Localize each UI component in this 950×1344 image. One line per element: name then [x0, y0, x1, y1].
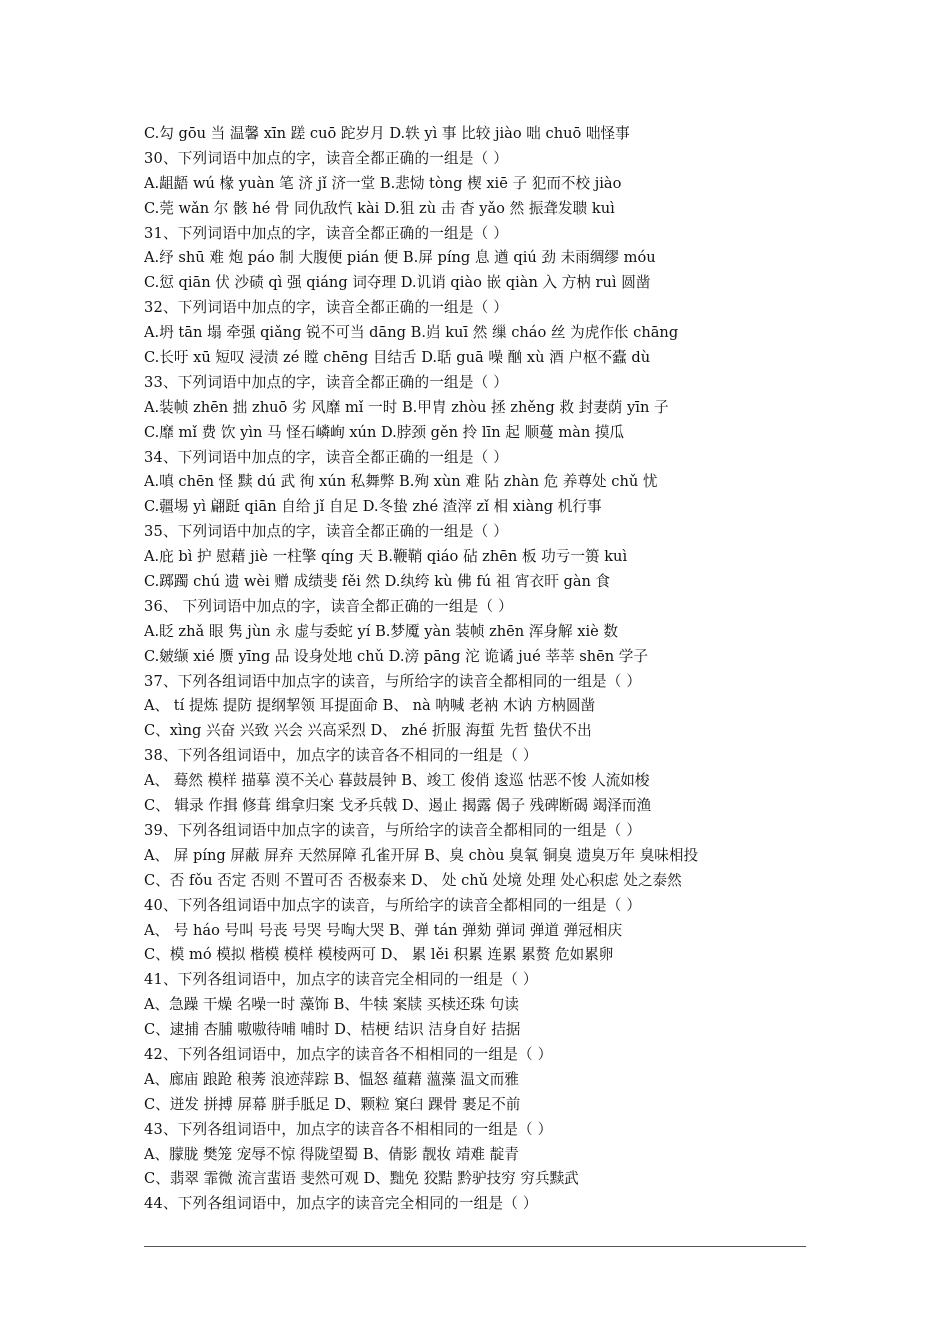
- option-line: C.靡 mǐ 费 饮 yìn 马 怪石嶙峋 xún D.脖颈 gěn 拎 līn 起 顺蔓 màn 摸瓜: [144, 423, 625, 441]
- question-35: 35、下列词语中加点的字，读音全都正确的一组是（ ）: [144, 523, 509, 541]
- option-line: A.坍 tān 塌 牵强 qiǎng 锐不可当 dāng B.岿 kuī 然 缫 cháo 丝 为虎作伥 chāng: [144, 324, 679, 342]
- document-body: [144, 122, 814, 1217]
- question-37: 37、下列各组词语中加点字的读音，与所给字的读音全都相同的一组是（ ）: [144, 672, 642, 690]
- option-line: C、xìng 兴奋 兴致 兴会 兴高采烈 D、 zhé 折服 海蜇 先哲 蛰伏不出: [144, 722, 592, 740]
- question-43: 43、下列各组词语中，加点字的读音各不相相同的一组是（ ）: [144, 1120, 553, 1138]
- option-line: A.庇 bì 护 慰藉 jiè 一柱擎 qíng 天 B.鞭鞘 qiáo 砧 zhēn 板 功亏一篑 kuì: [144, 548, 628, 566]
- option-line: C、逮捕 杏脯 嗷嗷待哺 哺时 D、桔梗 结识 洁身自好 拮据: [144, 1021, 521, 1039]
- question-36: 36、 下列词语中加点的字，读音全都正确的一组是（ ）: [144, 597, 513, 615]
- option-line: C、 辑录 作揖 修葺 缉拿归案 戈矛兵戟 D、遏止 揭露 偈子 残碑断碣 竭泽而渔: [144, 797, 652, 815]
- option-line: C.勾 gōu 当 温馨 xīn 蹉 cuō 跎岁月 D.轶 yì 事 比较 jiào 咄 chuō 咄怪事: [144, 125, 630, 142]
- option-line: A、 蓦然 模样 描摹 漠不关心 暮鼓晨钟 B、竣工 俊俏 逡巡 怙恶不悛 人流如梭: [144, 772, 650, 790]
- option-line: C.皴缬 xié 赝 yīng 品 设身处地 chǔ D.滂 pāng 沱 诡谲 jué 莘莘 shēn 学子: [144, 647, 648, 665]
- option-line: A、 屏 píng 屏蔽 屏弃 天然屏障 孔雀开屏 B、臭 chòu 臭氧 铜臭 遗臭万年 臭味相投: [144, 846, 699, 864]
- option-line: A.眨 zhǎ 眼 隽 jùn 永 虚与委蛇 yí B.梦魇 yàn 装帧 zhēn 浑身解 xiè 数: [144, 622, 619, 640]
- option-line: C、迸发 拼搏 屏幕 胼手胝足 D、颗粒 窠臼 踝骨 裹足不前: [144, 1095, 521, 1113]
- question-44: 44、下列各组词语中，加点字的读音完全相同的一组是（ ）: [144, 1195, 538, 1213]
- option-line: A、 tí 提炼 提防 提纲挈领 耳提面命 B、 nà 呐喊 老衲 木讷 方枘圆凿: [144, 697, 596, 715]
- option-line: C.踯躅 chú 遗 wèi 赠 成绩斐 fěi 然 D.纨绔 kù 佛 fú 祖 宵衣旰 gàn 食: [144, 573, 611, 591]
- option-line: A、朦胧 樊笼 宠辱不惊 得陇望蜀 B、倩影 靓妆 靖难 靛青: [144, 1145, 519, 1163]
- option-line: C、否 fǒu 否定 否则 不置可否 否极泰来 D、 处 chǔ 处境 处理 处心积虑 处之泰然: [144, 871, 682, 889]
- question-41: 41、下列各组词语中，加点字的读音完全相同的一组是（ ）: [144, 971, 538, 989]
- option-line: A.嗔 chēn 怪 黩 dú 武 徇 xún 私舞弊 B.殉 xùn 难 阽 zhàn 危 养尊处 chǔ 忧: [144, 473, 658, 491]
- option-line: C、翡翠 霏微 流言蜚语 斐然可观 D、黜免 狡黠 黔驴技穷 穷兵黩武: [144, 1170, 579, 1188]
- question-31: 31、下列词语中加点的字，读音全都正确的一组是（ ）: [144, 224, 509, 242]
- question-33: 33、下列词语中加点的字，读音全都正确的一组是（ ）: [144, 373, 509, 391]
- option-line: C.疆埸 yì 翩跹 qiān 自给 jǐ 自足 D.冬蛰 zhé 渣滓 zǐ 相 xiàng 机行事: [144, 498, 602, 516]
- question-34: 34、下列词语中加点的字，读音全都正确的一组是（ ）: [144, 448, 509, 466]
- question-30: 30、下列词语中加点的字，读音全都正确的一组是（ ）: [144, 149, 509, 167]
- option-line: A、廊庙 踉跄 稂莠 浪迹萍踪 B、愠怒 蕴藉 薀藻 温文而雅: [144, 1070, 519, 1088]
- option-line: A.龃龉 wú 椽 yuàn 笔 济 jǐ 济一堂 B.悲恸 tòng 楔 xiē 子 犯而不校 jiào: [144, 174, 622, 192]
- question-42: 42、下列各组词语中，加点字的读音各不相相同的一组是（ ）: [144, 1045, 553, 1063]
- option-line: A.装帧 zhēn 拙 zhuō 劣 风靡 mǐ 一时 B.甲胄 zhòu 拯 zhěng 救 封妻荫 yīn 子: [144, 398, 669, 416]
- question-39: 39、下列各组词语中加点字的读音，与所给字的读音全都相同的一组是（ ）: [144, 821, 642, 839]
- question-40: 40、下列各组词语中加点字的读音，与所给字的读音全都相同的一组是（ ）: [144, 896, 642, 914]
- option-line: C.莞 wǎn 尔 骸 hé 骨 同仇敌忾 kài D.狙 zù 击 杳 yǎo 然 振聋发聩 kuì: [144, 199, 615, 217]
- option-line: A、急躁 干燥 名噪一时 藻饰 B、牛犊 案牍 买椟还珠 句读: [144, 996, 519, 1014]
- option-line: A、 号 háo 号叫 号丧 号哭 号啕大哭 B、弹 tán 弹劾 弹词 弹道 弹冠相庆: [144, 921, 623, 939]
- option-line: C.长吁 xū 短叹 浸渍 zé 瞠 chēng 目结舌 D.聒 guā 噪 酗 xù 酒 户枢不蠹 dù: [144, 349, 651, 367]
- question-38: 38、下列各组词语中，加点字的读音各不相同的一组是（ ）: [144, 747, 538, 765]
- question-32: 32、下列词语中加点的字，读音全都正确的一组是（ ）: [144, 299, 509, 317]
- footer-divider: [144, 1246, 806, 1247]
- option-line: C.愆 qiān 伏 沙碛 qì 强 qiáng 词夺理 D.讥诮 qiào 嵌 qiàn 入 方枘 ruì 圆凿: [144, 274, 651, 292]
- option-line: C、模 mó 模拟 楷模 模样 模棱两可 D、 累 lěi 积累 连累 累赘 危如累卵: [144, 946, 614, 964]
- option-line: A.纾 shū 难 炮 páo 制 大腹便 pián 便 B.屏 píng 息 遒 qiú 劲 未雨绸缪 móu: [144, 249, 656, 267]
